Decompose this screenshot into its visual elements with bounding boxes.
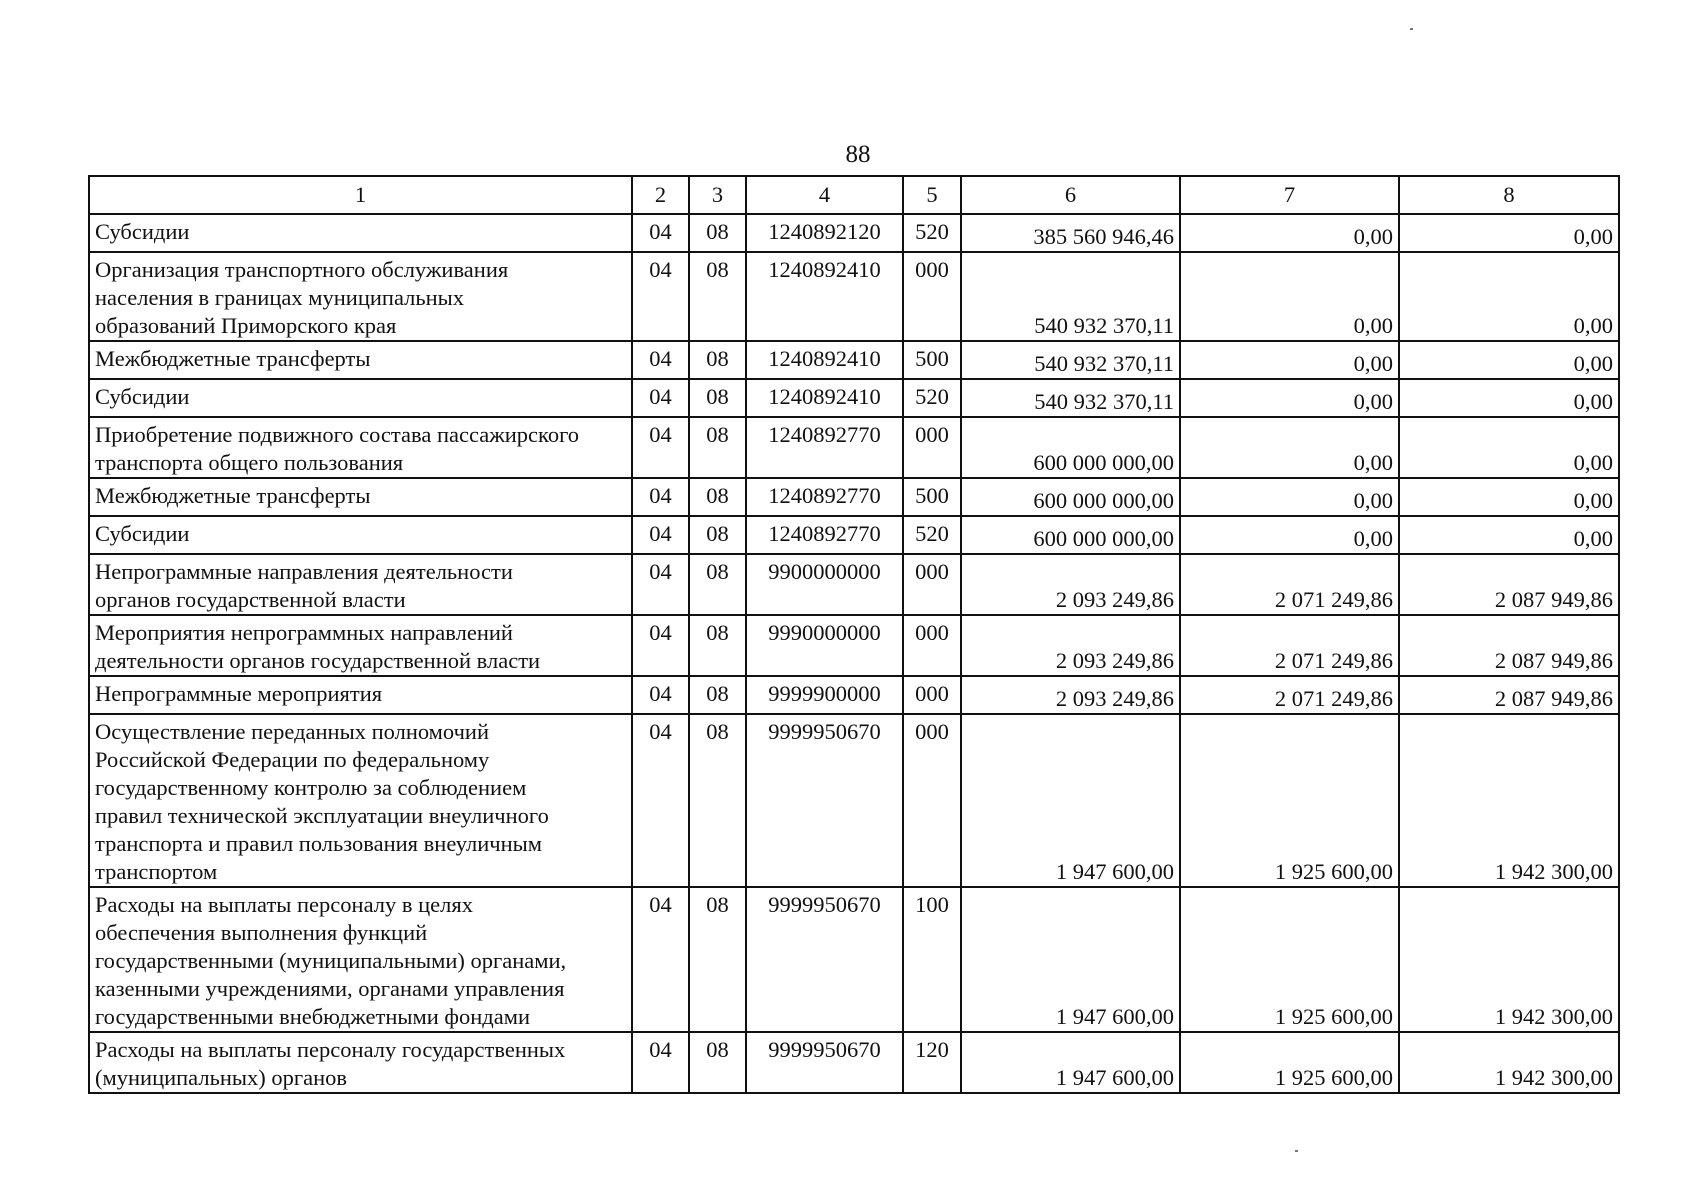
amount-col8-cell: 1 942 300,00 — [1399, 714, 1619, 887]
column-header: 5 — [903, 176, 961, 214]
section-code-cell: 04 — [632, 615, 689, 676]
table-row — [89, 714, 1619, 887]
section-code-cell: 04 — [632, 379, 689, 417]
section-code-cell: 04 — [632, 417, 689, 478]
row-name-cell: Осуществление переданных полномочий Российской Федерации по федеральному государственному контролю за соблюдением правил технической эксплуатации внеуличного транспорта и правил пользования внеуличным транспортом — [89, 714, 632, 887]
page-number: 88 — [845, 141, 871, 168]
amount-col6-cell: 2 093 249,86 — [961, 615, 1180, 676]
subsection-code-cell: 08 — [689, 252, 746, 341]
row-name-cell: Расходы на выплаты персоналу государственных (муниципальных) органов — [89, 1032, 632, 1093]
target-article-cell: 9999950670 — [746, 1032, 903, 1093]
column-header: 4 — [746, 176, 903, 214]
table-row — [89, 417, 1619, 478]
target-article-cell: 1240892410 — [746, 252, 903, 341]
target-article-cell: 1240892410 — [746, 341, 903, 379]
target-article-cell: 9900000000 — [746, 554, 903, 615]
amount-col6-cell: 540 932 370,11 — [961, 252, 1180, 341]
table-row — [89, 516, 1619, 554]
amount-col7-cell: 0,00 — [1180, 516, 1399, 554]
amount-col6-cell: 385 560 946,46 — [961, 214, 1180, 252]
amount-col8-cell: 0,00 — [1399, 379, 1619, 417]
row-name-cell: Субсидии — [89, 516, 632, 554]
expense-type-cell: 520 — [903, 516, 961, 554]
amount-col6-cell: 1 947 600,00 — [961, 1032, 1180, 1093]
table-row — [89, 554, 1619, 615]
table-row — [89, 615, 1619, 676]
amount-col7-cell: 0,00 — [1180, 341, 1399, 379]
scan-speck — [1410, 28, 1413, 30]
target-article-cell: 9990000000 — [746, 615, 903, 676]
expense-type-cell: 000 — [903, 714, 961, 887]
section-code-cell: 04 — [632, 214, 689, 252]
expense-type-cell: 500 — [903, 478, 961, 516]
subsection-code-cell: 08 — [689, 615, 746, 676]
expense-type-cell: 000 — [903, 417, 961, 478]
subsection-code-cell: 08 — [689, 676, 746, 714]
amount-col6-cell: 540 932 370,11 — [961, 379, 1180, 417]
amount-col6-cell: 540 932 370,11 — [961, 341, 1180, 379]
target-article-cell: 9999950670 — [746, 887, 903, 1032]
expense-type-cell: 000 — [903, 252, 961, 341]
table-row — [89, 887, 1619, 1032]
subsection-code-cell: 08 — [689, 714, 746, 887]
amount-col6-cell: 600 000 000,00 — [961, 417, 1180, 478]
amount-col8-cell: 1 942 300,00 — [1399, 887, 1619, 1032]
section-code-cell: 04 — [632, 1032, 689, 1093]
amount-col7-cell: 0,00 — [1180, 478, 1399, 516]
row-name-cell: Мероприятия непрограммных направлений деятельности органов государственной власти — [89, 615, 632, 676]
section-code-cell: 04 — [632, 676, 689, 714]
amount-col8-cell: 1 942 300,00 — [1399, 1032, 1619, 1093]
table-row — [89, 252, 1619, 341]
target-article-cell: 1240892120 — [746, 214, 903, 252]
amount-col6-cell: 600 000 000,00 — [961, 478, 1180, 516]
target-article-cell: 9999900000 — [746, 676, 903, 714]
section-code-cell: 04 — [632, 887, 689, 1032]
section-code-cell: 04 — [632, 478, 689, 516]
column-header: 1 — [89, 176, 632, 214]
table-row — [89, 214, 1619, 252]
row-name-cell: Расходы на выплаты персоналу в целях обеспечения выполнения функций государственными (муниципальными) органами, казенными учреждениями, органами управления государственными внебюджетными фондами — [89, 887, 632, 1032]
amount-col6-cell: 1 947 600,00 — [961, 887, 1180, 1032]
target-article-cell: 1240892410 — [746, 379, 903, 417]
table-row — [89, 478, 1619, 516]
subsection-code-cell: 08 — [689, 341, 746, 379]
table-row — [89, 1032, 1619, 1093]
amount-col7-cell: 0,00 — [1180, 417, 1399, 478]
amount-col8-cell: 0,00 — [1399, 341, 1619, 379]
amount-col8-cell: 2 087 949,86 — [1399, 554, 1619, 615]
amount-col7-cell: 0,00 — [1180, 214, 1399, 252]
subsection-code-cell: 08 — [689, 554, 746, 615]
row-name-cell: Субсидии — [89, 214, 632, 252]
amount-col6-cell: 600 000 000,00 — [961, 516, 1180, 554]
target-article-cell: 1240892770 — [746, 516, 903, 554]
subsection-code-cell: 08 — [689, 478, 746, 516]
row-name-cell: Непрограммные направления деятельности органов государственной власти — [89, 554, 632, 615]
amount-col7-cell: 1 925 600,00 — [1180, 1032, 1399, 1093]
subsection-code-cell: 08 — [689, 417, 746, 478]
column-header: 7 — [1180, 176, 1399, 214]
expense-type-cell: 520 — [903, 214, 961, 252]
amount-col8-cell: 0,00 — [1399, 516, 1619, 554]
row-name-cell: Организация транспортного обслуживания населения в границах муниципальных образований Приморского края — [89, 252, 632, 341]
row-name-cell: Непрограммные мероприятия — [89, 676, 632, 714]
amount-col8-cell: 0,00 — [1399, 478, 1619, 516]
amount-col8-cell: 0,00 — [1399, 214, 1619, 252]
table-body — [89, 214, 1619, 1093]
table-row — [89, 379, 1619, 417]
amount-col6-cell: 2 093 249,86 — [961, 676, 1180, 714]
table-row — [89, 341, 1619, 379]
amount-col7-cell: 0,00 — [1180, 379, 1399, 417]
expense-type-cell: 500 — [903, 341, 961, 379]
subsection-code-cell: 08 — [689, 516, 746, 554]
expense-type-cell: 000 — [903, 615, 961, 676]
section-code-cell: 04 — [632, 554, 689, 615]
budget-table — [88, 175, 1620, 1094]
expense-type-cell: 000 — [903, 676, 961, 714]
target-article-cell: 1240892770 — [746, 417, 903, 478]
header-row — [89, 176, 1619, 214]
amount-col7-cell: 2 071 249,86 — [1180, 554, 1399, 615]
amount-col8-cell: 2 087 949,86 — [1399, 615, 1619, 676]
amount-col6-cell: 1 947 600,00 — [961, 714, 1180, 887]
column-header: 6 — [961, 176, 1180, 214]
column-header: 8 — [1399, 176, 1619, 214]
expense-type-cell: 520 — [903, 379, 961, 417]
section-code-cell: 04 — [632, 516, 689, 554]
table-row — [89, 676, 1619, 714]
section-code-cell: 04 — [632, 252, 689, 341]
section-code-cell: 04 — [632, 341, 689, 379]
row-name-cell: Приобретение подвижного состава пассажирского транспорта общего пользования — [89, 417, 632, 478]
scan-speck — [1295, 1150, 1298, 1152]
target-article-cell: 9999950670 — [746, 714, 903, 887]
target-article-cell: 1240892770 — [746, 478, 903, 516]
expense-type-cell: 120 — [903, 1032, 961, 1093]
column-header: 2 — [632, 176, 689, 214]
subsection-code-cell: 08 — [689, 1032, 746, 1093]
amount-col7-cell: 2 071 249,86 — [1180, 676, 1399, 714]
amount-col8-cell: 2 087 949,86 — [1399, 676, 1619, 714]
amount-col7-cell: 0,00 — [1180, 252, 1399, 341]
subsection-code-cell: 08 — [689, 379, 746, 417]
row-name-cell: Межбюджетные трансферты — [89, 341, 632, 379]
amount-col8-cell: 0,00 — [1399, 417, 1619, 478]
expense-type-cell: 000 — [903, 554, 961, 615]
amount-col7-cell: 2 071 249,86 — [1180, 615, 1399, 676]
amount-col7-cell: 1 925 600,00 — [1180, 714, 1399, 887]
subsection-code-cell: 08 — [689, 887, 746, 1032]
column-header: 3 — [689, 176, 746, 214]
subsection-code-cell: 08 — [689, 214, 746, 252]
row-name-cell: Субсидии — [89, 379, 632, 417]
amount-col7-cell: 1 925 600,00 — [1180, 887, 1399, 1032]
amount-col6-cell: 2 093 249,86 — [961, 554, 1180, 615]
row-name-cell: Межбюджетные трансферты — [89, 478, 632, 516]
expense-type-cell: 100 — [903, 887, 961, 1032]
amount-col8-cell: 0,00 — [1399, 252, 1619, 341]
section-code-cell: 04 — [632, 714, 689, 887]
